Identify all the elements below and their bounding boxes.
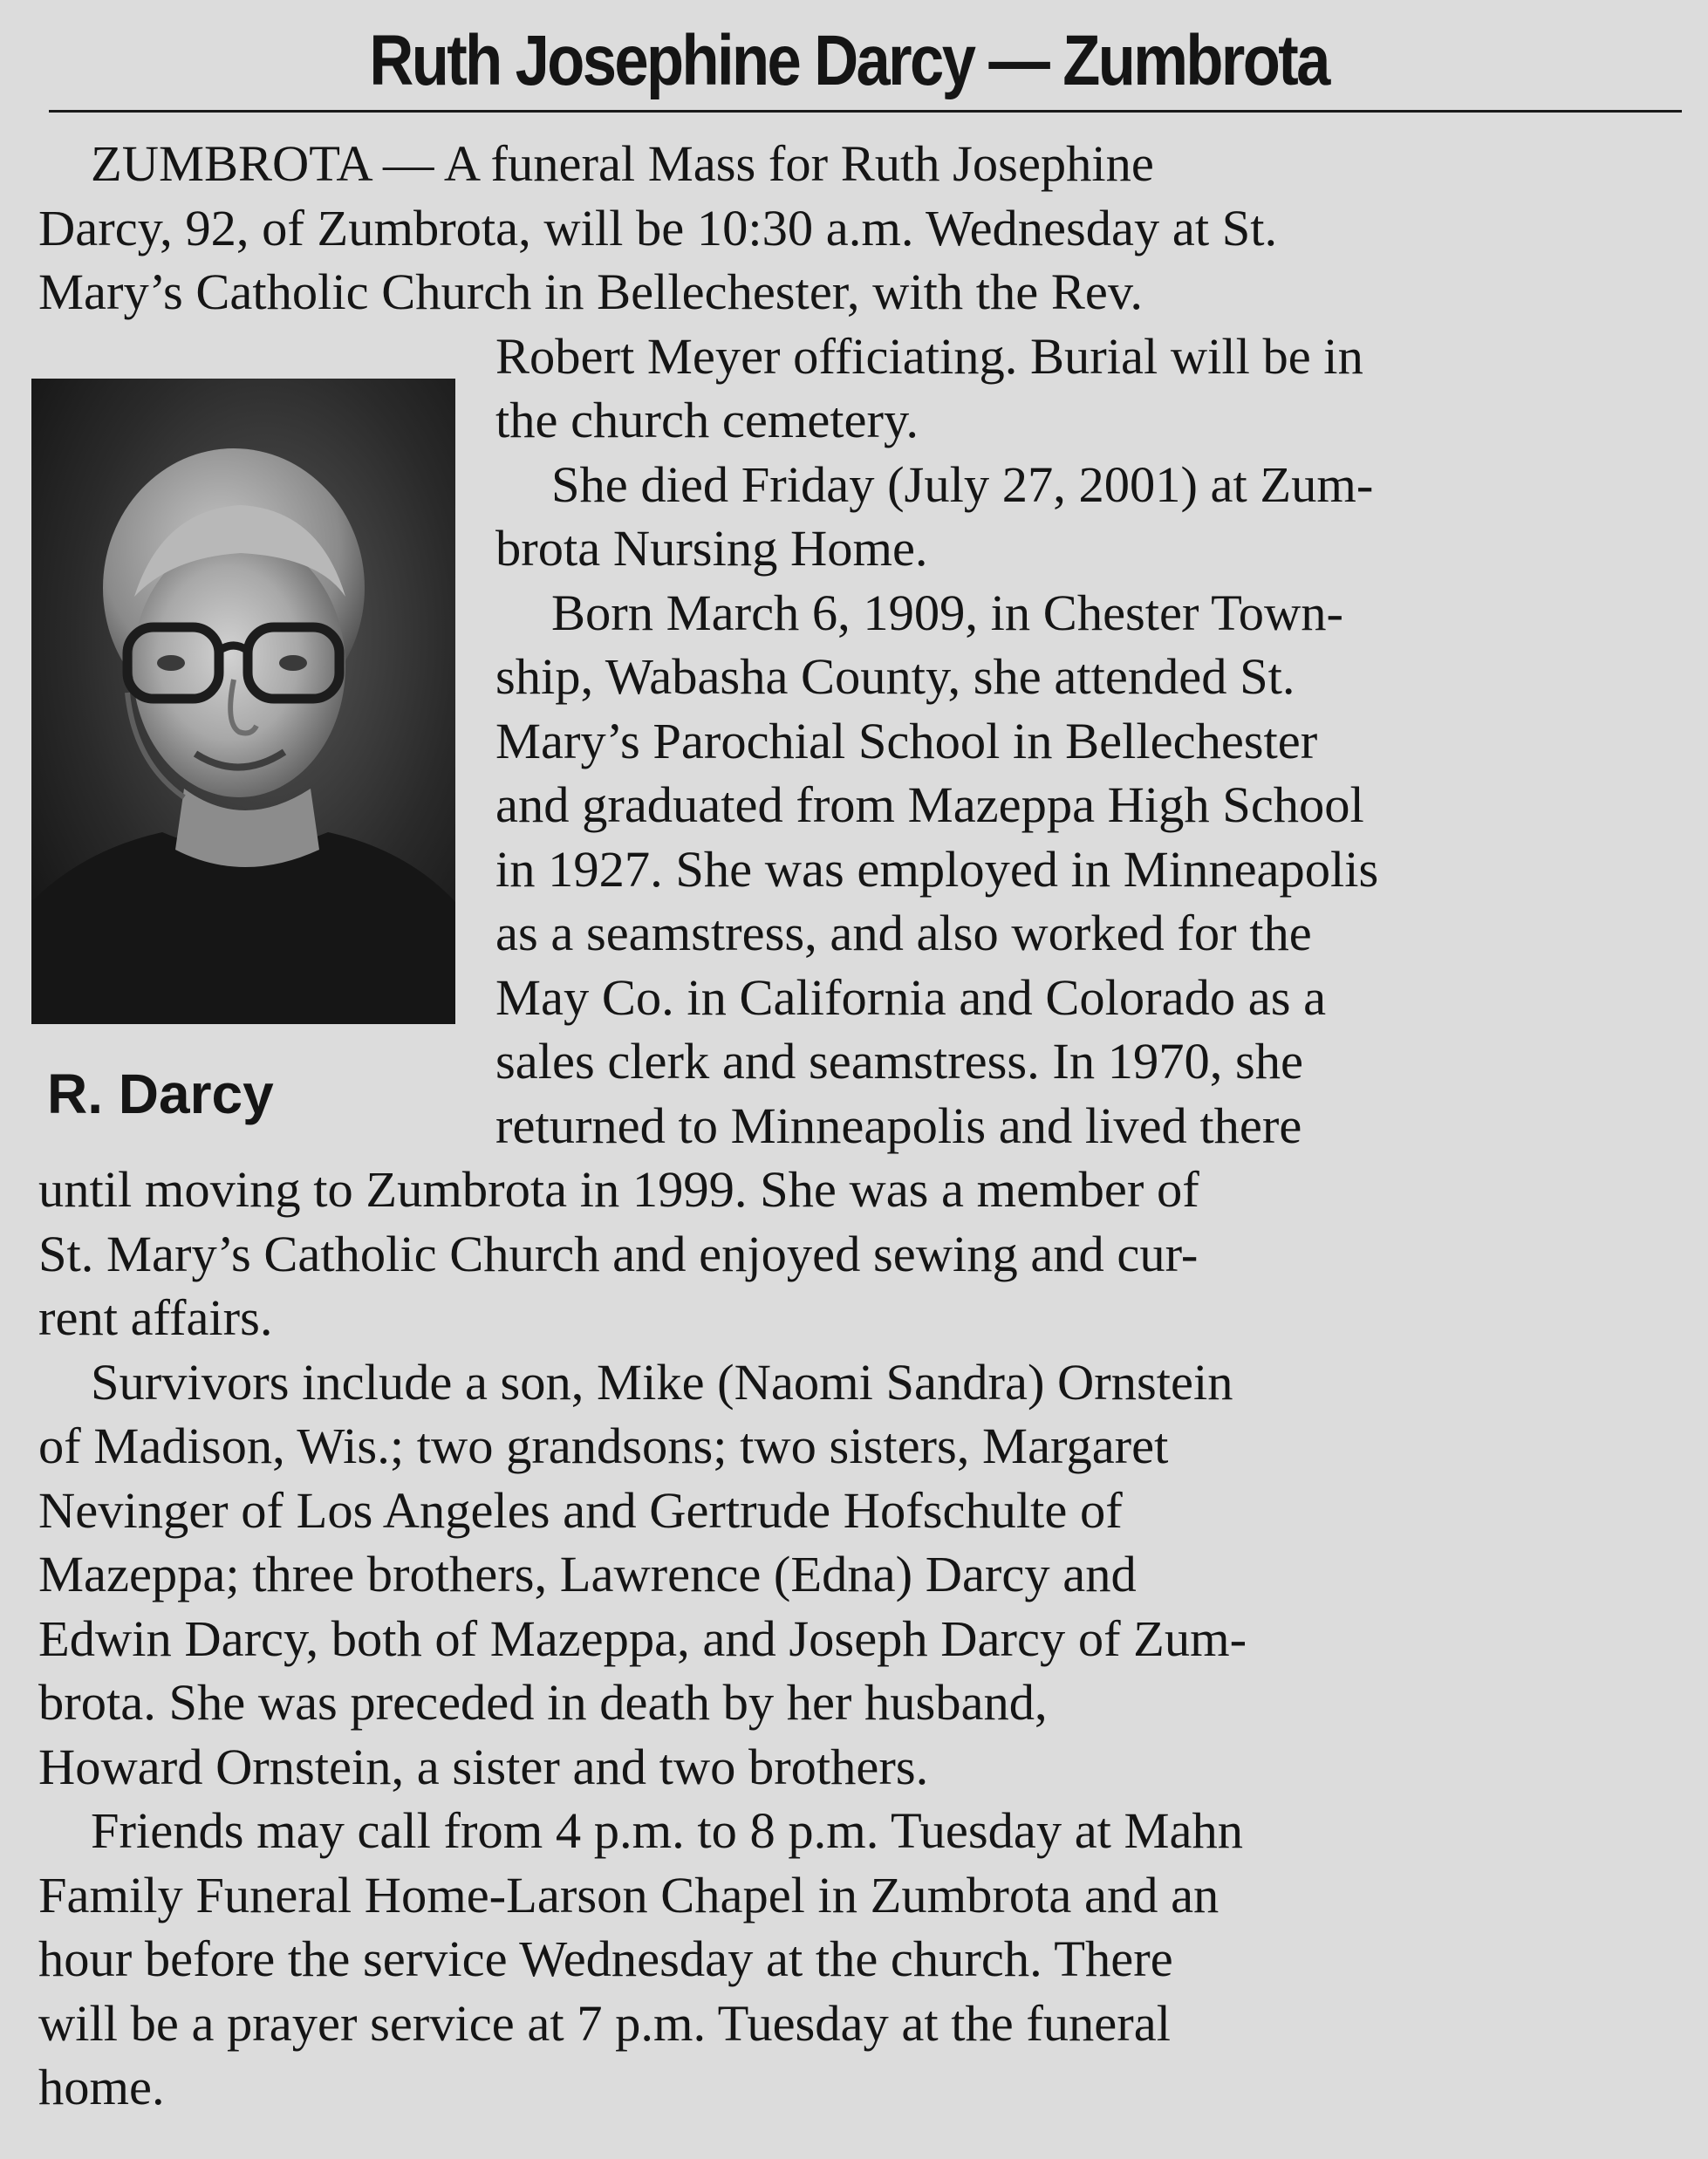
text-line: Born March 6, 1909, in Chester Town- — [551, 584, 1343, 641]
text-line: in 1927. She was employed in Minneapolis — [495, 840, 1379, 898]
portrait-block — [31, 379, 455, 1129]
text-line: Howard Ornstein, a sister and two brothers. — [38, 1738, 929, 1795]
text-line: rent affairs. — [38, 1289, 273, 1346]
headline-rule — [49, 110, 1682, 113]
photo-caption: R. Darcy — [47, 1062, 274, 1125]
headline: Ruth Josephine Darcy — Zumbrota — [369, 21, 1329, 100]
text-line: Nevinger of Los Angeles and Gertrude Hofschulte of — [38, 1481, 1123, 1539]
text-line: returned to Minneapolis and lived there — [495, 1097, 1302, 1154]
text-line: May Co. in California and Colorado as a — [495, 968, 1327, 1026]
text-line: Family Funeral Home-Larson Chapel in Zumbrota and an — [38, 1866, 1220, 1923]
text-line: She died Friday (July 27, 2001) at Zum- — [551, 455, 1374, 513]
text-line: Friends may call from 4 p.m. to 8 p.m. Tuesday at Mahn — [91, 1802, 1244, 1859]
text-line: Edwin Darcy, both of Mazeppa, and Joseph Darcy of Zum- — [38, 1609, 1247, 1667]
text-line: as a seamstress, and also worked for the — [495, 905, 1312, 961]
text-line: St. Mary’s Catholic Church and enjoyed sewing and cur- — [38, 1225, 1199, 1282]
text-line: ZUMBROTA — A funeral Mass for Ruth Josephine — [91, 135, 1154, 192]
text-line: will be a prayer service at 7 p.m. Tuesday at the funeral — [38, 1994, 1171, 2052]
text-line: until moving to Zumbrota in 1999. She was a member of — [38, 1161, 1199, 1218]
text-line: Survivors include a son, Mike (Naomi Sandra) Ornstein — [91, 1353, 1233, 1411]
text-line: brota. She was preceded in death by her husband, — [38, 1674, 1048, 1731]
text-line: Darcy, 92, of Zumbrota, will be 10:30 a.m. Wednesday at St. — [38, 199, 1278, 256]
text-line: hour before the service Wednesday at the church. There — [38, 1930, 1173, 1987]
text-line: Robert Meyer officiating. Burial will be in — [495, 327, 1363, 385]
text-line: of Madison, Wis.; two grandsons; two sisters, Margaret — [38, 1418, 1169, 1474]
text-line: Mary’s Catholic Church in Bellechester, with the Rev. — [38, 263, 1143, 320]
text-line: ship, Wabasha County, she attended St. — [495, 648, 1295, 705]
text-line: Mary’s Parochial School in Bellechester — [495, 712, 1318, 769]
text-line: and graduated from Mazeppa High School — [495, 776, 1364, 833]
text-line: the church cemetery. — [495, 392, 919, 448]
text-line: Mazeppa; three brothers, Lawrence (Edna) Darcy and — [38, 1546, 1137, 1602]
text-line: home. — [38, 2059, 165, 2115]
portrait-photo — [31, 379, 455, 1024]
text-line: sales clerk and seamstress. In 1970, she — [495, 1033, 1304, 1090]
text-line: brota Nursing Home. — [495, 520, 928, 577]
